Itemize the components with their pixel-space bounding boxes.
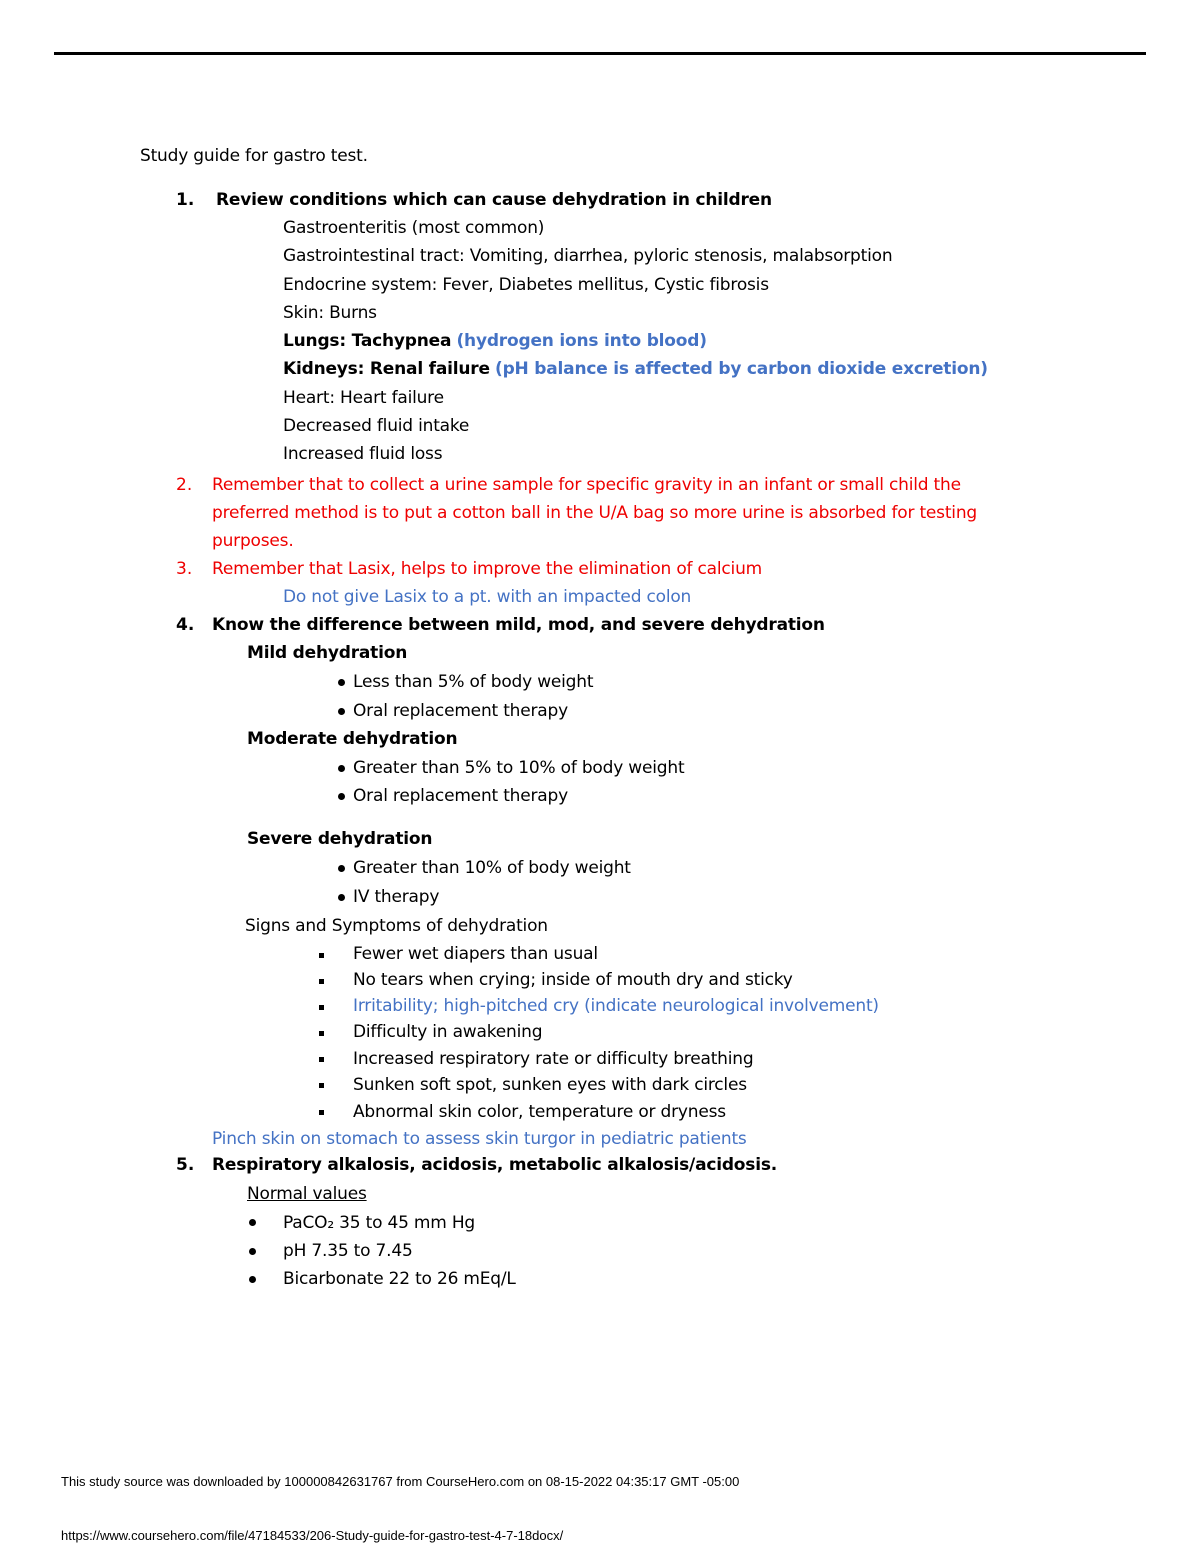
section-1-number: 1. xyxy=(176,190,195,210)
bullet-dot xyxy=(249,1276,256,1283)
moderate-item: Greater than 5% to 10% of body weight xyxy=(353,758,685,778)
section-3-note: Do not give Lasix to a pt. with an impacted colon xyxy=(283,587,692,607)
bullet-dot xyxy=(338,708,345,715)
bullet-dot xyxy=(249,1248,256,1255)
mild-item: Oral replacement therapy xyxy=(353,701,568,721)
bullet-dot xyxy=(338,894,345,901)
signs-heading: Signs and Symptoms of dehydration xyxy=(245,916,548,936)
bullet-square xyxy=(319,1057,324,1062)
mild-item: Less than 5% of body weight xyxy=(353,672,594,692)
bullet-square xyxy=(319,979,324,984)
normal-value-item: PaCO₂ 35 to 45 mm Hg xyxy=(283,1213,476,1233)
sign-item: Increased respiratory rate or difficulty breathing xyxy=(353,1049,754,1069)
section-2-line: Remember that to collect a urine sample for specific gravity in an infant or small child the xyxy=(212,475,961,495)
bullet-square xyxy=(319,953,324,958)
section-2-number: 2. xyxy=(176,475,193,495)
section-1-item: Gastrointestinal tract: Vomiting, diarrhea, pyloric stenosis, malabsorption xyxy=(283,246,893,266)
lungs-note: (hydrogen ions into blood) xyxy=(456,331,707,351)
footer-source: This study source was downloaded by 100000842631767 from CourseHero.com on 08-15-2022 04:35:17 GMT -05:00 xyxy=(61,1474,740,1489)
normal-value-item: pH 7.35 to 7.45 xyxy=(283,1241,413,1261)
section-1-item: Heart: Heart failure xyxy=(283,388,444,408)
section-1-item: Gastroenteritis (most common) xyxy=(283,218,545,238)
section-1-heading: Review conditions which can cause dehydration in children xyxy=(216,190,772,210)
bullet-dot xyxy=(338,865,345,872)
severe-item: Greater than 10% of body weight xyxy=(353,858,631,878)
bullet-square xyxy=(319,1005,324,1010)
section-3-number: 3. xyxy=(176,559,193,579)
bullet-square xyxy=(319,1110,324,1115)
section-4-number: 4. xyxy=(176,615,195,635)
bullet-dot xyxy=(338,793,345,800)
section-2-line: purposes. xyxy=(212,531,294,551)
kidneys-note: (pH balance is affected by carbon dioxide excretion) xyxy=(495,359,988,379)
section-1-item: Increased fluid loss xyxy=(283,444,443,464)
section-1-lungs xyxy=(283,330,707,352)
moderate-item: Oral replacement therapy xyxy=(353,786,568,806)
bullet-square xyxy=(319,1083,324,1088)
mild-heading: Mild dehydration xyxy=(247,643,408,663)
sign-item: Abnormal skin color, temperature or dryness xyxy=(353,1102,726,1122)
sign-item: Difficulty in awakening xyxy=(353,1022,543,1042)
section-1-item: Endocrine system: Fever, Diabetes mellitus, Cystic fibrosis xyxy=(283,275,769,295)
bullet-dot xyxy=(338,765,345,772)
top-rule xyxy=(54,52,1146,55)
normal-value-item: Bicarbonate 22 to 26 mEq/L xyxy=(283,1269,516,1289)
bullet-square xyxy=(319,1031,324,1036)
bullet-dot xyxy=(249,1219,256,1226)
pinch-note: Pinch skin on stomach to assess skin turgor in pediatric patients xyxy=(212,1129,747,1149)
section-5-heading: Respiratory alkalosis, acidosis, metabolic alkalosis/acidosis. xyxy=(212,1155,778,1175)
section-4-heading: Know the difference between mild, mod, and severe dehydration xyxy=(212,615,825,635)
severe-heading: Severe dehydration xyxy=(247,829,433,849)
sign-item: Fewer wet diapers than usual xyxy=(353,944,598,964)
section-1-kidneys xyxy=(283,358,988,380)
moderate-heading: Moderate dehydration xyxy=(247,729,458,749)
footer-url[interactable]: https://www.coursehero.com/file/47184533/206-Study-guide-for-gastro-test-4-7-18docx/ xyxy=(61,1528,564,1543)
section-2-line: preferred method is to put a cotton ball in the U/A bag so more urine is absorbed for testing xyxy=(212,503,977,523)
kidneys-label: Kidneys: Renal failure xyxy=(283,359,490,379)
sign-item: No tears when crying; inside of mouth dry and sticky xyxy=(353,970,793,990)
page-title: Study guide for gastro test. xyxy=(140,146,368,166)
normal-values-label: Normal values xyxy=(247,1184,367,1204)
section-3-text: Remember that Lasix, helps to improve the elimination of calcium xyxy=(212,559,763,579)
lungs-label: Lungs: Tachypnea xyxy=(283,331,452,351)
section-1-item: Decreased fluid intake xyxy=(283,416,470,436)
sign-item: Irritability; high-pitched cry (indicate neurological involvement) xyxy=(353,996,879,1016)
sign-item: Sunken soft spot, sunken eyes with dark circles xyxy=(353,1075,747,1095)
section-5-number: 5. xyxy=(176,1155,195,1175)
bullet-dot xyxy=(338,679,345,686)
severe-item: IV therapy xyxy=(353,887,440,907)
section-1-item: Skin: Burns xyxy=(283,303,377,323)
